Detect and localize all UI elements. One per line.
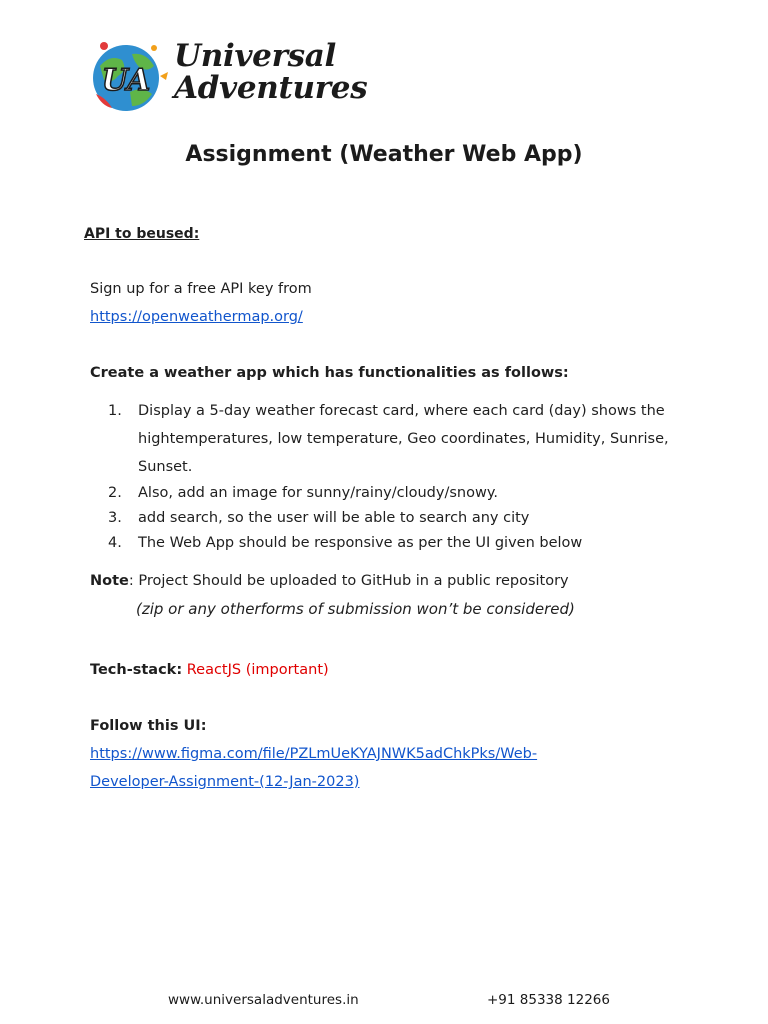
follow-ui-label: Follow this UI: [90,718,207,734]
api-link-line [90,307,303,327]
svg-text:UA: UA [101,63,151,98]
list-text: Also, add an image for sunny/rainy/cloudy/snowy. [138,485,498,501]
list-text: The Web App should be responsive as per the UI given below [138,535,583,551]
logo-wordmark [174,40,367,104]
openweathermap-link[interactable]: https://openweathermap.org/ [90,309,303,325]
note-text: : Project Should be uploaded to GitHub in a public repository [128,573,569,589]
list-number: 1. [108,403,122,419]
footer-phone: +91 85338 12266 [487,992,610,1008]
list-number: 3. [108,510,122,526]
figma-link-line-1 [90,744,537,764]
list-number: 4. [108,535,122,551]
footer-website: www.universaladventures.in [168,992,359,1008]
tech-stack-label: Tech-stack: [90,662,183,678]
logo-line-1: Universal [174,38,337,74]
list-item [108,481,688,506]
note-subtext: (zip or any otherforms of submission won’t be considered) [136,600,575,618]
list-number: 2. [108,485,122,501]
logo-line-2: Adventures [174,70,368,106]
requirements-list [108,397,688,556]
list-item [108,397,688,481]
figma-link-continued[interactable]: Developer-Assignment-(12-Jan-2023) [90,774,360,790]
list-item [108,506,688,531]
figma-link-line-2 [90,772,359,792]
note-label: Note [90,573,129,589]
list-text: add search, so the user will be able to search any city [138,510,530,526]
tech-stack-value: ReactJS (important) [186,662,329,678]
globe-logo-icon [82,36,174,116]
list-item [108,531,688,556]
signup-text: Sign up for a free API key from [90,281,312,297]
create-heading: Create a weather app which has functionalities as follows: [90,365,569,381]
note-line [90,571,569,591]
page-title: Assignment (Weather Web App) [185,142,583,167]
api-heading: API to beused: [84,226,200,242]
list-text: Display a 5-day weather forecast card, where each card (day) shows the hightemperatures, low temperature, Geo coordinates, Humidity, Sunrise, Sunset. [138,403,669,475]
universal-adventures-logo [82,36,368,116]
figma-link[interactable]: https://www.figma.com/file/PZLmUeKYAJNWK5adChkPks/Web- [90,746,538,762]
tech-stack-line [90,660,329,680]
